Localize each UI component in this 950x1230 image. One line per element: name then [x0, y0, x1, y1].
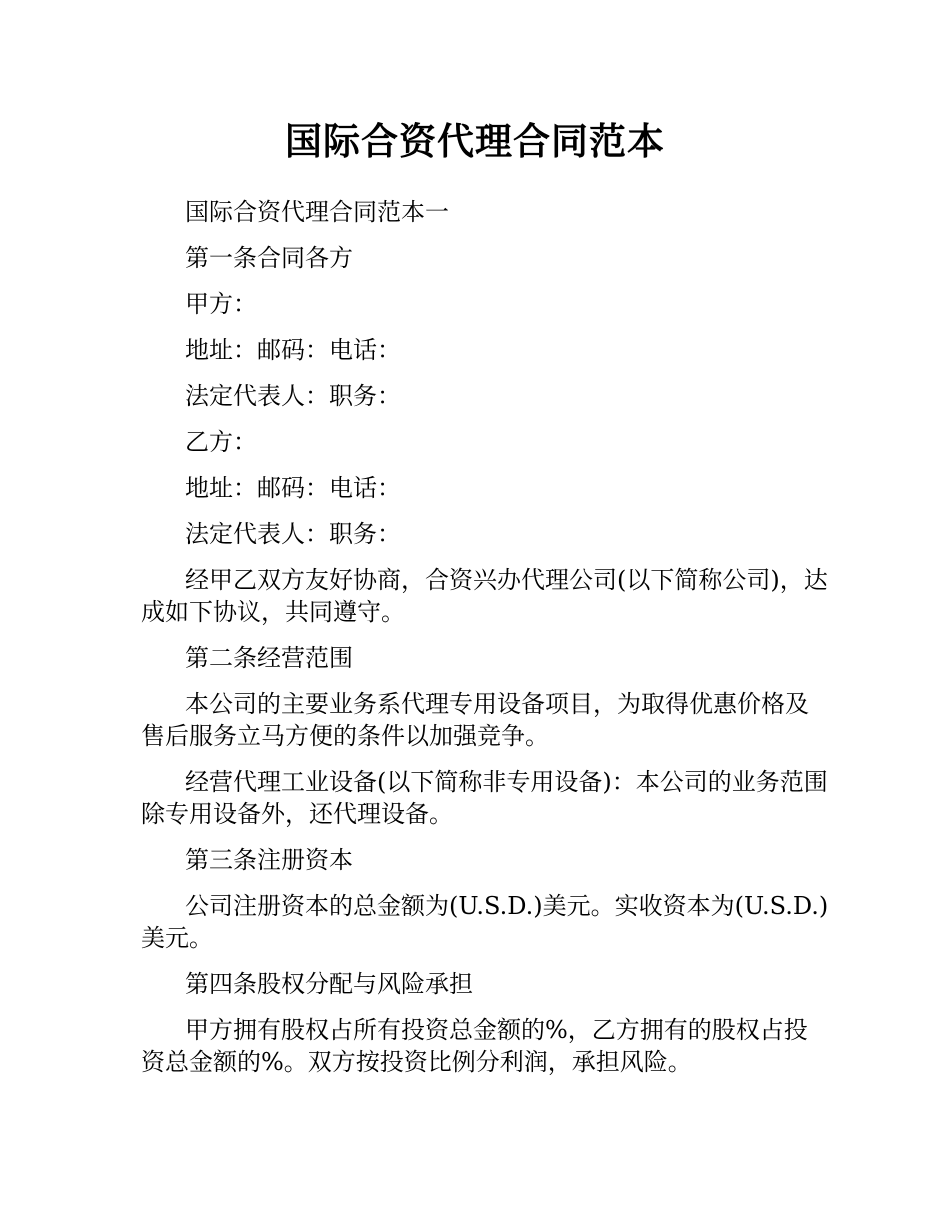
paragraph-party-b-address: 地址：邮码：电话：: [185, 474, 401, 502]
paragraph-article-4-heading: 第四条股权分配与风险承担: [185, 970, 473, 998]
paragraph-party-a: 甲方：: [185, 290, 257, 318]
paragraph-party-a-representative: 法定代表人：职务：: [185, 382, 401, 410]
paragraph-article-2-heading: 第二条经营范围: [185, 644, 353, 672]
paragraph-party-b: 乙方：: [185, 428, 257, 456]
paragraph-heading-contract-one: 国际合资代理合同范本一: [185, 198, 449, 226]
document-body: [141, 196, 831, 1092]
paragraph-registered-capital: 公司注册资本的总金额为(U.S.D.)美元。实收资本为(U.S.D.)美元。: [141, 892, 829, 952]
document-title: 国际合资代理合同范本: [285, 120, 665, 163]
paragraph-party-a-address: 地址：邮码：电话：: [185, 336, 401, 364]
paragraph-main-business: 本公司的主要业务系代理专用设备项目，为取得优惠价格及售后服务立马方便的条件以加强竞争。: [141, 690, 809, 750]
paragraph-article-1-heading: 第一条合同各方: [185, 244, 353, 272]
paragraph-equity-distribution: 甲方拥有股权占所有投资总金额的%，乙方拥有的股权占投资总金额的%。双方按投资比例分利润，承担风险。: [141, 1016, 808, 1076]
paragraph-party-b-representative: 法定代表人：职务：: [185, 520, 401, 548]
paragraph-article-3-heading: 第三条注册资本: [185, 846, 353, 874]
paragraph-agreement-intro: 经甲乙双方友好协商，合资兴办代理公司(以下简称公司)，达成如下协议，共同遵守。: [141, 566, 828, 626]
paragraph-industrial-equipment: 经营代理工业设备(以下简称非专用设备)：本公司的业务范围除专用设备外，还代理设备。: [141, 768, 828, 828]
